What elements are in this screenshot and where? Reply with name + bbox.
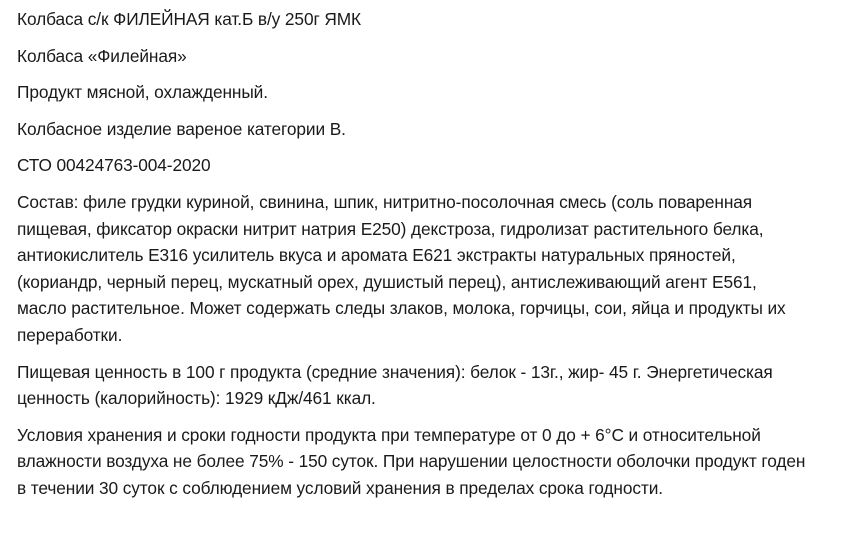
composition-line: пищевая, фиксатор окраски нитрит натрия Е250) декстроза, гидролизат растительного белка, bbox=[17, 218, 764, 239]
storage-line: в течении 30 суток с соблюдением условий хранения в пределах срока годности. bbox=[17, 477, 663, 498]
product-name: Колбаса «Филейная» bbox=[17, 45, 187, 66]
storage-line: Условия хранения и сроки годности продукта при температуре от 0 до + 6°С и относительной bbox=[17, 424, 761, 445]
composition-line: (кориандр, черный перец, мускатный орех, душистый перец), антислеживающий агент Е561, bbox=[17, 271, 757, 292]
composition-paragraph bbox=[17, 189, 863, 349]
composition-line: переработки. bbox=[17, 324, 123, 345]
nutrition-line: Пищевая ценность в 100 г продукта (средние значения): белок - 13г., жир- 45 г. Энергетическая bbox=[17, 361, 773, 382]
storage-paragraph bbox=[17, 422, 863, 502]
product-title: Колбаса с/к ФИЛЕЙНАЯ кат.Б в/у 250г ЯМК bbox=[17, 9, 362, 29]
nutrition-line: ценность (калорийность): 1929 кДж/461 ккал. bbox=[17, 388, 376, 409]
product-document bbox=[17, 6, 863, 512]
storage-line: влажности воздуха не более 75% - 150 суток. При нарушении целостности оболочки продукт годен bbox=[17, 451, 806, 472]
product-category: Колбасное изделие вареное категории В. bbox=[17, 118, 346, 139]
product-type: Продукт мясной, охлажденный. bbox=[17, 82, 268, 103]
composition-line: Состав: филе грудки куриной, свинина, шпик, нитритно-посолочная смесь (соль поваренная bbox=[17, 191, 753, 212]
nutrition-paragraph bbox=[17, 359, 863, 412]
composition-line: антиокислитель Е316 усилитель вкуса и аромата Е621 экстракты натуральных пряностей, bbox=[17, 245, 736, 266]
composition-line: масло растительное. Может содержать следы злаков, молока, горчицы, сои, яйца и продукты их bbox=[17, 298, 786, 319]
standard-code: СТО 00424763-004-2020 bbox=[17, 155, 211, 176]
